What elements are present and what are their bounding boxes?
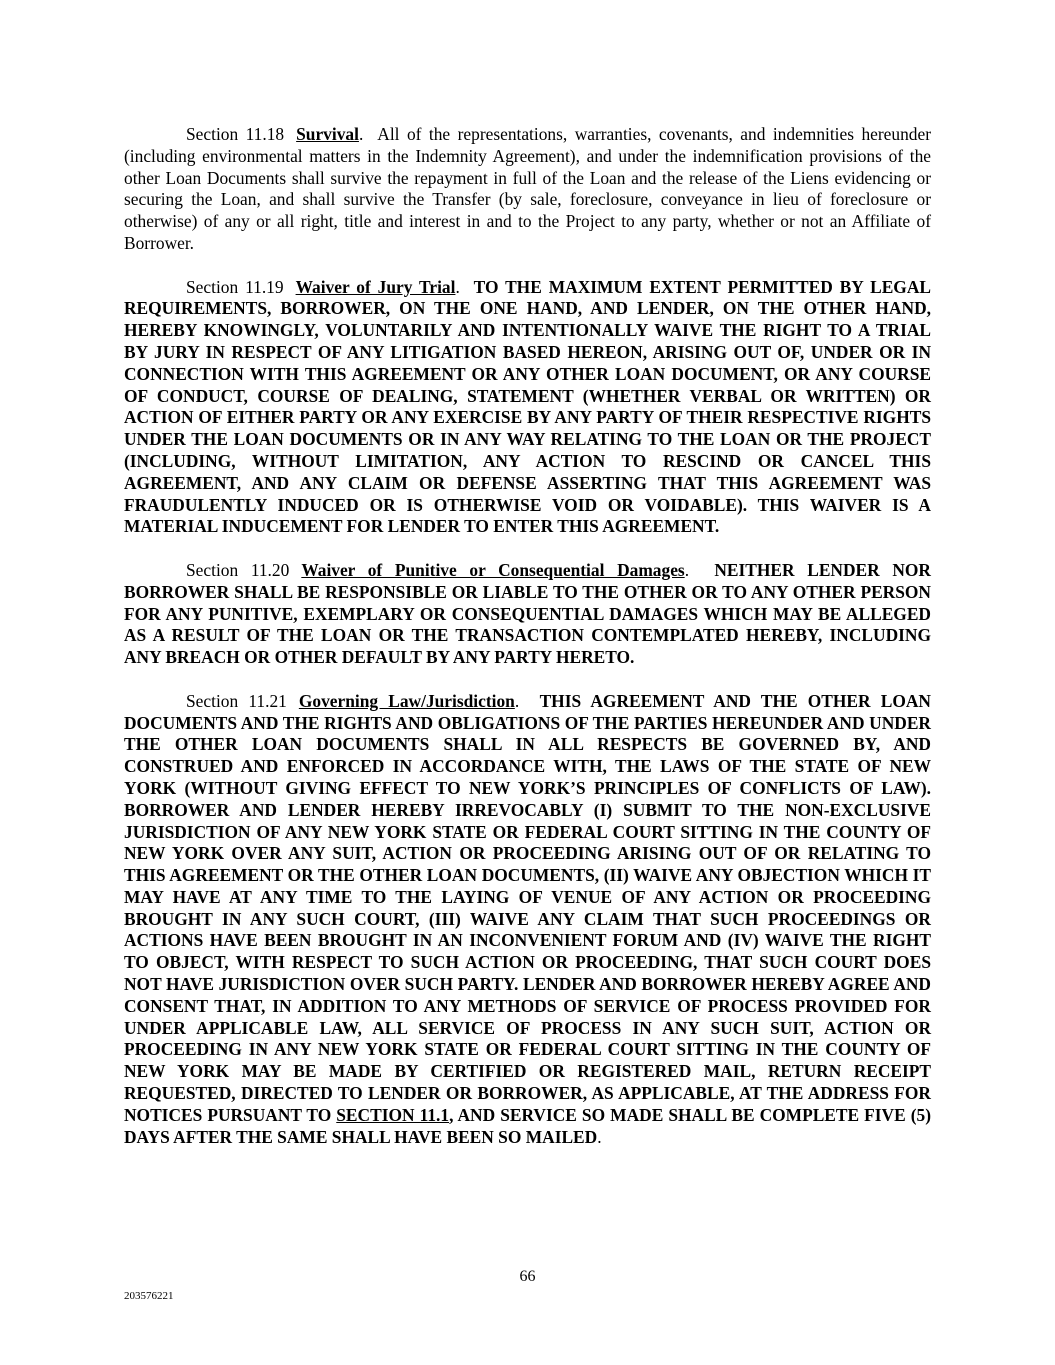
section-body: THIS AGREEMENT AND THE OTHER LOAN DOCUMENTS AND THE RIGHTS AND OBLIGATIONS OF THE PARTIES HEREUNDER AND UNDER THE OTHER LOAN DOCUMENTS SHALL IN ALL RESPECTS BE GOVERNED BY, AND CONSTRUED AND ENFORCED IN ACCORDANCE WITH, THE LAWS OF THE STATE OF NEW YORK (WITHOUT GIVING EFFECT TO NEW YORK’S PRINCIPLES OF CONFLICTS OF LAW). BORROWER AND LENDER HEREBY IRREVOCABLY (I) SUBMIT TO THE NON-EXCLUSIVE JURISDICTION OF ANY NEW YORK STATE OR FEDERAL COURT SITTING IN THE COUNTY OF NEW YORK OVER ANY SUIT, ACTION OR PROCEEDING ARISING OUT OF OR RELATING TO THIS AGREEMENT OR THE OTHER LOAN DOCUMENTS, (II) WAIVE ANY OBJECTION WHICH IT MAY HAVE AT ANY TIME TO THE LAYING OF VENUE OF ANY ACTION OR PROCEEDING BROUGHT IN ANY SUCH COURT, (III) WAIVE ANY CLAIM THAT SUCH PROCEEDINGS OR ACTIONS HAVE BEEN BROUGHT IN AN INCONVENIENT FORUM AND (IV) WAIVE THE RIGHT TO OBJECT, WITH RESPECT TO SUCH ACTION OR PROCEEDING, THAT SUCH COURT DOES NOT HAVE JURISDICTION OVER SUCH PARTY. LENDER AND BORROWER HEREBY AGREE AND CONSENT THAT, IN ADDITION TO ANY METHODS OF SERVICE OF PROCESS PROVIDED FOR UNDER APPLICABLE LAW, ALL SERVICE OF PROCESS IN ANY SUCH SUIT, ACTION OR PROCEEDING IN ANY NEW YORK STATE OR FEDERAL COURT SITTING IN THE COUNTY OF NEW YORK MAY BE MADE BY CERTIFIED OR REGISTERED MAIL, RETURN RECEIPT REQUESTED, DIRECTED TO LENDER OR BORROWER, AS APPLICABLE, AT THE ADDRESS FOR NOTICES PURSUANT TO — [124, 690, 931, 1125]
page-number: 66 — [519, 1268, 536, 1285]
section-number: Section 11.19 — [186, 276, 284, 297]
document-body — [124, 124, 931, 1170]
heading-punctuation: . — [514, 690, 520, 711]
final-punctuation: . — [597, 1126, 602, 1147]
section-number: Section 11.18 — [186, 124, 285, 144]
section-heading: Waiver of Punitive or Consequential Damages — [301, 559, 685, 580]
section-11-19 — [124, 277, 931, 539]
section-heading: Survival — [296, 124, 359, 144]
section-body: NEITHER LENDER NOR BORROWER SHALL BE RESPONSIBLE OR LIABLE TO THE OTHER OR TO ANY OTHER PERSON FOR ANY PUNITIVE, EXEMPLARY OR CONSEQUENTIAL DAMAGES WHICH MAY BE ALLEGED AS A RESULT OF THE LOAN OR THE TRANSACTION CONTEMPLATED HEREBY, INCLUDING ANY BREACH OR OTHER DEFAULT BY ANY PARTY HERETO. — [124, 559, 931, 668]
section-heading: Waiver of Jury Trial — [295, 276, 456, 297]
section-body: All of the representations, warranties, covenants, and indemnities hereunder (including environmental matters in the Indemnity Agreement), and under the indemnification provisions of the other Loan Documents shall survive the repayment in full of the Loan and the release of the Liens evidencing or securing the Loan, and shall survive the Transfer (by sale, foreclosure, conveyance in lieu of foreclosure or otherwise) of any or all right, title and interest in and to the Project to any party, whether or not an Affiliate of Borrower. — [124, 124, 931, 253]
section-11-18 — [124, 124, 931, 255]
section-body: TO THE MAXIMUM EXTENT PERMITTED BY LEGAL REQUIREMENTS, BORROWER, ON THE ONE HAND, AND LENDER, ON THE OTHER HAND, HEREBY KNOWINGLY, VOLUNTARILY AND INTENTIONALLY WAIVE THE RIGHT TO A TRIAL BY JURY IN RESPECT OF ANY LITIGATION BASED HEREON, ARISING OUT OF, UNDER OR IN CONNECTION WITH THIS AGREEMENT OR ANY OTHER LOAN DOCUMENT, OR ANY COURSE OF CONDUCT, COURSE OF DEALING, STATEMENT (WHETHER VERBAL OR WRITTEN) OR ACTION OF EITHER PARTY OR ANY EXERCISE BY ANY PARTY OF THEIR RESPECTIVE RIGHTS UNDER THE LOAN DOCUMENTS OR IN ANY WAY RELATING TO THE LOAN OR THE PROJECT (INCLUDING, WITHOUT LIMITATION, ANY ACTION TO RESCIND OR CANCEL THIS AGREEMENT, AND ANY CLAIM OR DEFENSE ASSERTING THAT THIS AGREEMENT WAS FRAUDULENTLY INDUCED OR IS OTHERWISE VOID OR VOIDABLE). THIS WAIVER IS A MATERIAL INDUCEMENT FOR LENDER TO ENTER THIS AGREEMENT. — [124, 276, 931, 537]
heading-punctuation: . — [358, 124, 364, 144]
section-number: Section 11.20 — [186, 559, 290, 580]
section-cross-reference: SECTION 11.1 — [336, 1104, 450, 1125]
section-number: Section 11.21 — [186, 690, 287, 711]
section-11-21 — [124, 691, 931, 1149]
section-heading: Governing Law/Jurisdiction — [298, 690, 515, 711]
heading-punctuation: . — [455, 276, 460, 297]
document-id: 203576221 — [124, 1290, 174, 1302]
heading-punctuation: . — [684, 559, 690, 580]
section-11-20 — [124, 560, 931, 669]
section-body-end: , AND SERVICE SO MADE SHALL BE COMPLETE FIVE (5) DAYS AFTER THE SAME SHALL HAVE BEEN SO MAILED — [124, 1104, 931, 1147]
